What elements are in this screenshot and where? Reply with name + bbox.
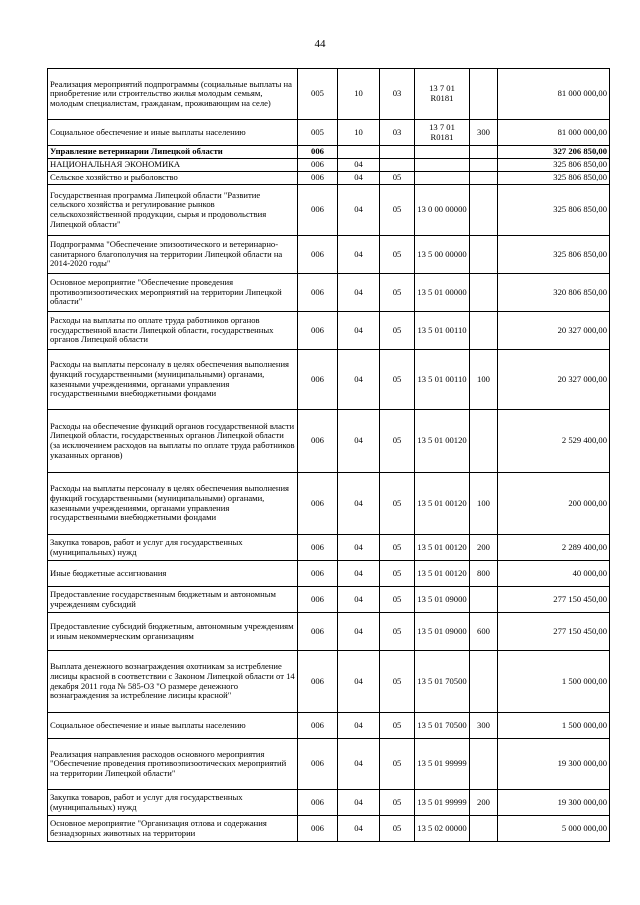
subsection-code-cell bbox=[380, 146, 415, 159]
table-row bbox=[48, 236, 610, 274]
target-article-cell: 13 5 01 00110 bbox=[415, 312, 470, 350]
section-code-cell: 04 bbox=[338, 185, 380, 236]
section-code-cell: 10 bbox=[338, 69, 380, 120]
expense-type-cell bbox=[470, 587, 498, 613]
table-row bbox=[48, 410, 610, 473]
amount-cell: 5 000 000,00 bbox=[498, 816, 610, 842]
subsection-code-cell: 05 bbox=[380, 535, 415, 561]
target-article-cell: 13 5 01 00120 bbox=[415, 535, 470, 561]
target-article-cell: 13 5 01 00000 bbox=[415, 274, 470, 312]
subsection-code-cell: 05 bbox=[380, 350, 415, 410]
table-row bbox=[48, 587, 610, 613]
department-code-cell: 006 bbox=[298, 274, 338, 312]
target-article-cell: 13 5 01 70500 bbox=[415, 651, 470, 713]
section-code-cell: 04 bbox=[338, 159, 380, 172]
expense-name-cell: НАЦИОНАЛЬНАЯ ЭКОНОМИКА bbox=[48, 159, 298, 172]
department-code-cell: 006 bbox=[298, 172, 338, 185]
section-code-cell: 04 bbox=[338, 816, 380, 842]
expense-name-cell: Подпрограмма "Обеспечение эпизоотического и ветеринарно-санитарного благополучия на территории Липецкой области на 2014-2020 годы" bbox=[48, 236, 298, 274]
amount-cell: 19 300 000,00 bbox=[498, 790, 610, 816]
table-row bbox=[48, 185, 610, 236]
subsection-code-cell: 05 bbox=[380, 561, 415, 587]
department-code-cell: 006 bbox=[298, 790, 338, 816]
department-code-cell: 006 bbox=[298, 613, 338, 651]
expense-name-cell: Сельское хозяйство и рыболовство bbox=[48, 172, 298, 185]
expense-name-cell: Основное мероприятие "Организация отлова и содержания безнадзорных животных на территории bbox=[48, 816, 298, 842]
amount-cell: 325 806 850,00 bbox=[498, 236, 610, 274]
target-article-cell bbox=[415, 159, 470, 172]
expense-type-cell bbox=[470, 236, 498, 274]
department-code-cell: 006 bbox=[298, 146, 338, 159]
department-code-cell: 006 bbox=[298, 739, 338, 790]
section-code-cell: 04 bbox=[338, 739, 380, 790]
expense-type-cell: 600 bbox=[470, 613, 498, 651]
department-code-cell: 006 bbox=[298, 236, 338, 274]
section-code-cell: 04 bbox=[338, 473, 380, 535]
section-code-cell: 04 bbox=[338, 274, 380, 312]
expense-name-cell: Закупка товаров, работ и услуг для государственных (муниципальных) нужд bbox=[48, 790, 298, 816]
amount-cell: 325 806 850,00 bbox=[498, 172, 610, 185]
amount-cell: 1 500 000,00 bbox=[498, 713, 610, 739]
section-code-cell: 04 bbox=[338, 350, 380, 410]
expense-name-cell: Закупка товаров, работ и услуг для государственных (муниципальных) нужд bbox=[48, 535, 298, 561]
target-article-cell: 13 5 01 09000 bbox=[415, 587, 470, 613]
target-article-cell: 13 5 01 00120 bbox=[415, 561, 470, 587]
expense-type-cell: 200 bbox=[470, 535, 498, 561]
expense-type-cell bbox=[470, 172, 498, 185]
table-row bbox=[48, 739, 610, 790]
section-code-cell: 04 bbox=[338, 172, 380, 185]
section-code-cell: 04 bbox=[338, 651, 380, 713]
department-code-cell: 006 bbox=[298, 312, 338, 350]
section-code-cell: 04 bbox=[338, 312, 380, 350]
expense-name-cell: Государственная программа Липецкой области "Развитие сельского хозяйства и регулирование рынков сельскохозяйственной продукции, сырья и продовольствия Липецкой области" bbox=[48, 185, 298, 236]
page-number: 44 bbox=[314, 38, 326, 50]
target-article-cell: 13 0 00 00000 bbox=[415, 185, 470, 236]
subsection-code-cell: 05 bbox=[380, 274, 415, 312]
department-code-cell: 006 bbox=[298, 350, 338, 410]
target-article-cell: 13 5 00 00000 bbox=[415, 236, 470, 274]
department-code-cell: 006 bbox=[298, 587, 338, 613]
section-code-cell bbox=[338, 146, 380, 159]
subsection-code-cell bbox=[380, 159, 415, 172]
amount-cell: 19 300 000,00 bbox=[498, 739, 610, 790]
table-row bbox=[48, 613, 610, 651]
amount-cell: 277 150 450,00 bbox=[498, 587, 610, 613]
table-row bbox=[48, 535, 610, 561]
expense-name-cell: Основное мероприятие "Обеспечение проведения противоэпизоотических мероприятий на территории Липецкой области" bbox=[48, 274, 298, 312]
subsection-code-cell: 05 bbox=[380, 172, 415, 185]
amount-cell: 20 327 000,00 bbox=[498, 312, 610, 350]
section-code-cell: 04 bbox=[338, 713, 380, 739]
subsection-code-cell: 05 bbox=[380, 410, 415, 473]
subsection-code-cell: 05 bbox=[380, 739, 415, 790]
expense-type-cell bbox=[470, 312, 498, 350]
expense-name-cell: Расходы на выплаты персоналу в целях обеспечения выполнения функций государственными (муниципальными) органами, казенными учреждениями, органами управления государственными внебюджетными фондами bbox=[48, 350, 298, 410]
expense-name-cell: Социальное обеспечение и иные выплаты населению bbox=[48, 120, 298, 146]
budget-table-body bbox=[48, 69, 610, 842]
expense-type-cell bbox=[470, 159, 498, 172]
table-row bbox=[48, 713, 610, 739]
expense-name-cell: Расходы на выплаты по оплате труда работников органов государственной власти Липецкой области, государственных органов Липецкой области bbox=[48, 312, 298, 350]
subsection-code-cell: 05 bbox=[380, 651, 415, 713]
subsection-code-cell: 05 bbox=[380, 713, 415, 739]
amount-cell: 2 289 400,00 bbox=[498, 535, 610, 561]
expense-type-cell bbox=[470, 410, 498, 473]
amount-cell: 81 000 000,00 bbox=[498, 120, 610, 146]
expense-type-cell bbox=[470, 739, 498, 790]
subsection-code-cell: 05 bbox=[380, 473, 415, 535]
target-article-cell bbox=[415, 172, 470, 185]
department-code-cell: 006 bbox=[298, 185, 338, 236]
expense-type-cell bbox=[470, 146, 498, 159]
section-code-cell: 04 bbox=[338, 587, 380, 613]
section-code-cell: 10 bbox=[338, 120, 380, 146]
department-code-cell: 006 bbox=[298, 713, 338, 739]
target-article-cell: 13 5 01 99999 bbox=[415, 739, 470, 790]
table-row bbox=[48, 816, 610, 842]
expense-name-cell: Реализация мероприятий подпрограммы (социальные выплаты на приобретение или строительство жилья молодым семьям, молодым специалистам, гражданам, проживающим на селе) bbox=[48, 69, 298, 120]
amount-cell: 320 806 850,00 bbox=[498, 274, 610, 312]
department-code-cell: 006 bbox=[298, 159, 338, 172]
subsection-code-cell: 03 bbox=[380, 69, 415, 120]
expense-type-cell: 200 bbox=[470, 790, 498, 816]
table-row bbox=[48, 69, 610, 120]
table-row bbox=[48, 312, 610, 350]
subsection-code-cell: 05 bbox=[380, 185, 415, 236]
table-row bbox=[48, 561, 610, 587]
expense-type-cell: 300 bbox=[470, 120, 498, 146]
amount-cell: 200 000,00 bbox=[498, 473, 610, 535]
subsection-code-cell: 05 bbox=[380, 587, 415, 613]
expense-name-cell: Социальное обеспечение и иные выплаты населению bbox=[48, 713, 298, 739]
amount-cell: 2 529 400,00 bbox=[498, 410, 610, 473]
subsection-code-cell: 03 bbox=[380, 120, 415, 146]
expense-name-cell: Управление ветеринарии Липецкой области bbox=[48, 146, 298, 159]
target-article-cell: 13 5 01 70500 bbox=[415, 713, 470, 739]
target-article-cell: 13 5 02 00000 bbox=[415, 816, 470, 842]
section-code-cell: 04 bbox=[338, 236, 380, 274]
subsection-code-cell: 05 bbox=[380, 816, 415, 842]
target-article-cell: 13 7 01 R0181 bbox=[415, 120, 470, 146]
target-article-cell: 13 7 01 R0181 bbox=[415, 69, 470, 120]
table-row bbox=[48, 790, 610, 816]
expense-name-cell: Расходы на выплаты персоналу в целях обеспечения выполнения функций государственными (муниципальными) органами, казенными учреждениями, органами управления государственными внебюджетными фондами bbox=[48, 473, 298, 535]
expense-type-cell: 300 bbox=[470, 713, 498, 739]
amount-cell: 277 150 450,00 bbox=[498, 613, 610, 651]
target-article-cell: 13 5 01 00110 bbox=[415, 350, 470, 410]
section-code-cell: 04 bbox=[338, 535, 380, 561]
target-article-cell: 13 5 01 09000 bbox=[415, 613, 470, 651]
target-article-cell bbox=[415, 146, 470, 159]
expense-name-cell: Иные бюджетные ассигнования bbox=[48, 561, 298, 587]
target-article-cell: 13 5 01 99999 bbox=[415, 790, 470, 816]
department-code-cell: 005 bbox=[298, 120, 338, 146]
section-code-cell: 04 bbox=[338, 613, 380, 651]
table-row bbox=[48, 146, 610, 159]
amount-cell: 20 327 000,00 bbox=[498, 350, 610, 410]
expense-name-cell: Предоставление государственным бюджетным и автономным учреждениям субсидий bbox=[48, 587, 298, 613]
expense-name-cell: Расходы на обеспечение функций органов государственной власти Липецкой области, государственных органов Липецкой области (за исключением расходов на выплаты по оплате труда работников указанных органов) bbox=[48, 410, 298, 473]
department-code-cell: 006 bbox=[298, 816, 338, 842]
subsection-code-cell: 05 bbox=[380, 312, 415, 350]
department-code-cell: 006 bbox=[298, 535, 338, 561]
expense-type-cell: 100 bbox=[470, 473, 498, 535]
subsection-code-cell: 05 bbox=[380, 613, 415, 651]
section-code-cell: 04 bbox=[338, 561, 380, 587]
table-row bbox=[48, 274, 610, 312]
target-article-cell: 13 5 01 00120 bbox=[415, 410, 470, 473]
table-row bbox=[48, 172, 610, 185]
table-row bbox=[48, 473, 610, 535]
section-code-cell: 04 bbox=[338, 790, 380, 816]
department-code-cell: 005 bbox=[298, 69, 338, 120]
amount-cell: 40 000,00 bbox=[498, 561, 610, 587]
department-code-cell: 006 bbox=[298, 561, 338, 587]
table-row bbox=[48, 159, 610, 172]
expense-name-cell: Реализация направления расходов основного мероприятия "Обеспечение проведения противоэпизоотических мероприятий на территории Липецкой области" bbox=[48, 739, 298, 790]
table-row bbox=[48, 120, 610, 146]
amount-cell: 325 806 850,00 bbox=[498, 159, 610, 172]
subsection-code-cell: 05 bbox=[380, 790, 415, 816]
expense-type-cell bbox=[470, 69, 498, 120]
expense-type-cell bbox=[470, 816, 498, 842]
subsection-code-cell: 05 bbox=[380, 236, 415, 274]
expense-type-cell bbox=[470, 651, 498, 713]
expense-type-cell: 800 bbox=[470, 561, 498, 587]
target-article-cell: 13 5 01 00120 bbox=[415, 473, 470, 535]
budget-table bbox=[47, 68, 610, 842]
amount-cell: 327 206 850,00 bbox=[498, 146, 610, 159]
table-row bbox=[48, 651, 610, 713]
expense-name-cell: Предоставление субсидий бюджетным, автономным учреждениям и иным некоммерческим организациям bbox=[48, 613, 298, 651]
expense-type-cell: 100 bbox=[470, 350, 498, 410]
expense-name-cell: Выплата денежного вознаграждения охотникам за истребление лисицы красной в соответствии с Законом Липецкой области от 14 декабря 2011 года № 585-ОЗ "О размере денежного вознаграждения за истребление лисицы красной" bbox=[48, 651, 298, 713]
amount-cell: 1 500 000,00 bbox=[498, 651, 610, 713]
department-code-cell: 006 bbox=[298, 410, 338, 473]
amount-cell: 81 000 000,00 bbox=[498, 69, 610, 120]
department-code-cell: 006 bbox=[298, 473, 338, 535]
table-row bbox=[48, 350, 610, 410]
section-code-cell: 04 bbox=[338, 410, 380, 473]
amount-cell: 325 806 850,00 bbox=[498, 185, 610, 236]
expense-type-cell bbox=[470, 274, 498, 312]
expense-type-cell bbox=[470, 185, 498, 236]
department-code-cell: 006 bbox=[298, 651, 338, 713]
